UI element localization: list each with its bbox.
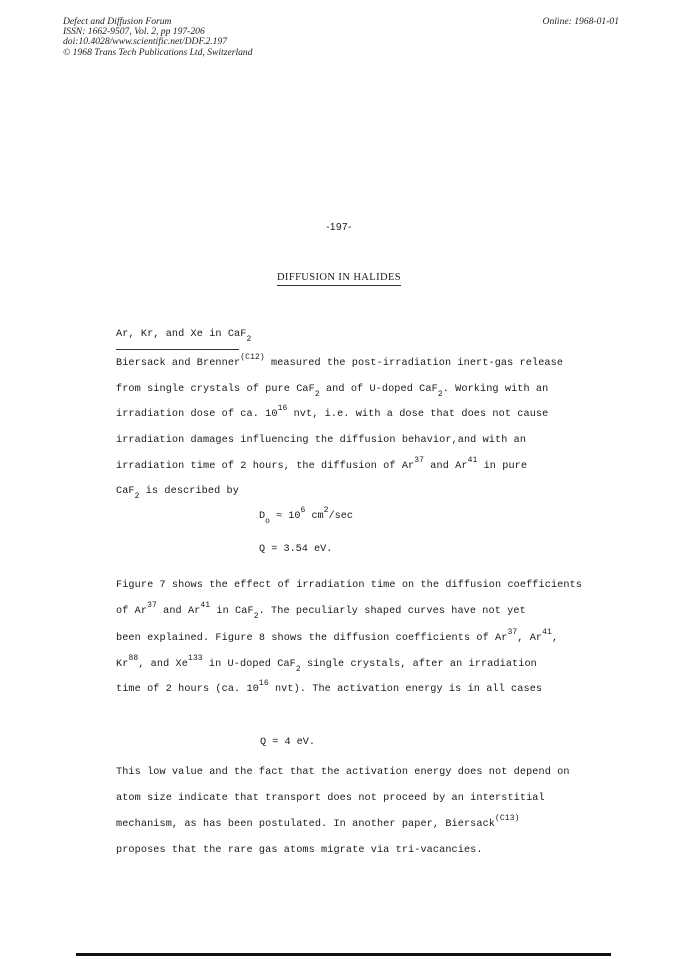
paragraph-line bbox=[116, 679, 543, 695]
section-title-text: DIFFUSION IN HALIDES bbox=[277, 272, 401, 286]
text-span: /sec bbox=[328, 511, 353, 522]
text-span: irradiation time of 2 hours, the diffusion of Ar bbox=[116, 461, 415, 472]
text-span: Biersack and Brenner bbox=[116, 358, 241, 369]
superscript: 37 bbox=[414, 456, 425, 465]
superscript: 2 bbox=[323, 506, 329, 515]
text-span: ≈ 10 bbox=[269, 511, 301, 522]
subscript: 2 bbox=[253, 612, 259, 621]
equation-diffusion-prefactor bbox=[259, 506, 353, 526]
superscript: 37 bbox=[147, 601, 157, 610]
subscript: 2 bbox=[437, 390, 443, 399]
subheading bbox=[116, 329, 252, 344]
text-span: measured the post-irradiation inert-gas release bbox=[264, 358, 564, 369]
superscript: 41 bbox=[200, 601, 211, 610]
text-span: single crystals, after an irradiation bbox=[300, 659, 537, 670]
paragraph-line bbox=[116, 814, 520, 830]
online-date: Online: 1968-01-01 bbox=[542, 16, 619, 27]
issn-line: ISSN: 1662-9507, Vol. 2, pp 197-206 bbox=[63, 26, 205, 38]
text-span: CaF bbox=[116, 486, 135, 497]
reference-citation: (C13) bbox=[495, 814, 520, 823]
subscript: 2 bbox=[314, 390, 320, 399]
text-span: time of 2 hours (ca. 10 bbox=[116, 684, 259, 695]
equation-activation-energy-all: Q = 4 eV. bbox=[260, 737, 316, 748]
text-span: from single crystals of pure CaF bbox=[116, 384, 315, 395]
equation-activation-energy: Q = 3.54 eV. bbox=[259, 544, 333, 555]
paragraph-line bbox=[116, 601, 526, 621]
footer-rule bbox=[76, 953, 611, 956]
text-span: irradiation dose of ca. 10 bbox=[116, 409, 278, 420]
text-span: been explained. Figure 8 shows the diffusion coefficients of Ar bbox=[116, 633, 508, 644]
text-span: in pure bbox=[477, 461, 528, 472]
paragraph-line bbox=[116, 404, 549, 420]
text-span: , Ar bbox=[517, 633, 543, 644]
superscript: 133 bbox=[187, 654, 203, 663]
text-span: nvt, i.e. with a dose that does not cause bbox=[287, 409, 549, 420]
subscript: 2 bbox=[134, 492, 140, 501]
text-span: nvt). The activation energy is in all cases bbox=[268, 684, 543, 695]
superscript: 41 bbox=[467, 456, 478, 465]
journal-name: Defect and Diffusion Forum bbox=[63, 16, 172, 27]
subheading-text: Ar, Kr, and Xe in CaF bbox=[116, 329, 247, 340]
superscript: 16 bbox=[258, 679, 269, 688]
text-span: and Ar bbox=[424, 461, 468, 472]
paragraph-line bbox=[116, 628, 559, 644]
text-span: mechanism, as has been postulated. In another paper, Biersack bbox=[116, 819, 496, 830]
page-number: -197- bbox=[326, 222, 352, 233]
text-span: and of U-doped CaF bbox=[319, 384, 438, 395]
text-span: in CaF bbox=[210, 606, 254, 617]
superscript: 37 bbox=[507, 628, 518, 637]
text-span: is described by bbox=[139, 486, 239, 497]
section-title bbox=[0, 272, 678, 283]
text-span: . Working with an bbox=[442, 384, 549, 395]
superscript: 6 bbox=[300, 506, 306, 515]
paragraph-line: Figure 7 shows the effect of irradiation time on the diffusion coefficients bbox=[116, 580, 583, 591]
text-span: D bbox=[259, 511, 266, 522]
text-span: , and Xe bbox=[138, 659, 188, 670]
text-span: in U-doped CaF bbox=[202, 659, 296, 670]
paragraph-line bbox=[116, 384, 549, 399]
superscript: 41 bbox=[542, 628, 552, 637]
text-span: . The peculiarly shaped curves have not yet bbox=[258, 606, 526, 617]
subheading-subscript: 2 bbox=[246, 335, 252, 344]
text-span: cm bbox=[305, 511, 324, 522]
paragraph-line bbox=[116, 456, 528, 472]
subscript: 2 bbox=[295, 665, 301, 674]
doi-line: doi:10.4028/www.scientific.net/DDF.2.197 bbox=[63, 36, 228, 48]
subheading-underline bbox=[116, 349, 239, 350]
text-span: of Ar bbox=[116, 606, 148, 617]
text-span: and Ar bbox=[156, 606, 201, 617]
paragraph-line: proposes that the rare gas atoms migrate via tri-vacancies. bbox=[116, 845, 483, 856]
paragraph-line: atom size indicate that transport does not proceed by an interstitial bbox=[116, 793, 545, 804]
copyright-line: © 1968 Trans Tech Publications Ltd, Switzerland bbox=[63, 46, 253, 58]
text-span: , bbox=[551, 633, 559, 644]
paragraph-line: irradiation damages influencing the diffusion behavior,and with an bbox=[116, 435, 527, 446]
paragraph-line bbox=[116, 353, 564, 369]
citation-header bbox=[63, 17, 253, 58]
subscript: o bbox=[265, 517, 270, 526]
text-span: Kr bbox=[116, 659, 129, 670]
paragraph-line: This low value and the fact that the activation energy does not depend on bbox=[116, 767, 570, 778]
paragraph-line bbox=[116, 654, 537, 674]
superscript: 88 bbox=[128, 654, 139, 663]
reference-citation: (C12) bbox=[240, 353, 265, 362]
superscript: 16 bbox=[277, 404, 288, 413]
paragraph-line bbox=[116, 486, 239, 501]
